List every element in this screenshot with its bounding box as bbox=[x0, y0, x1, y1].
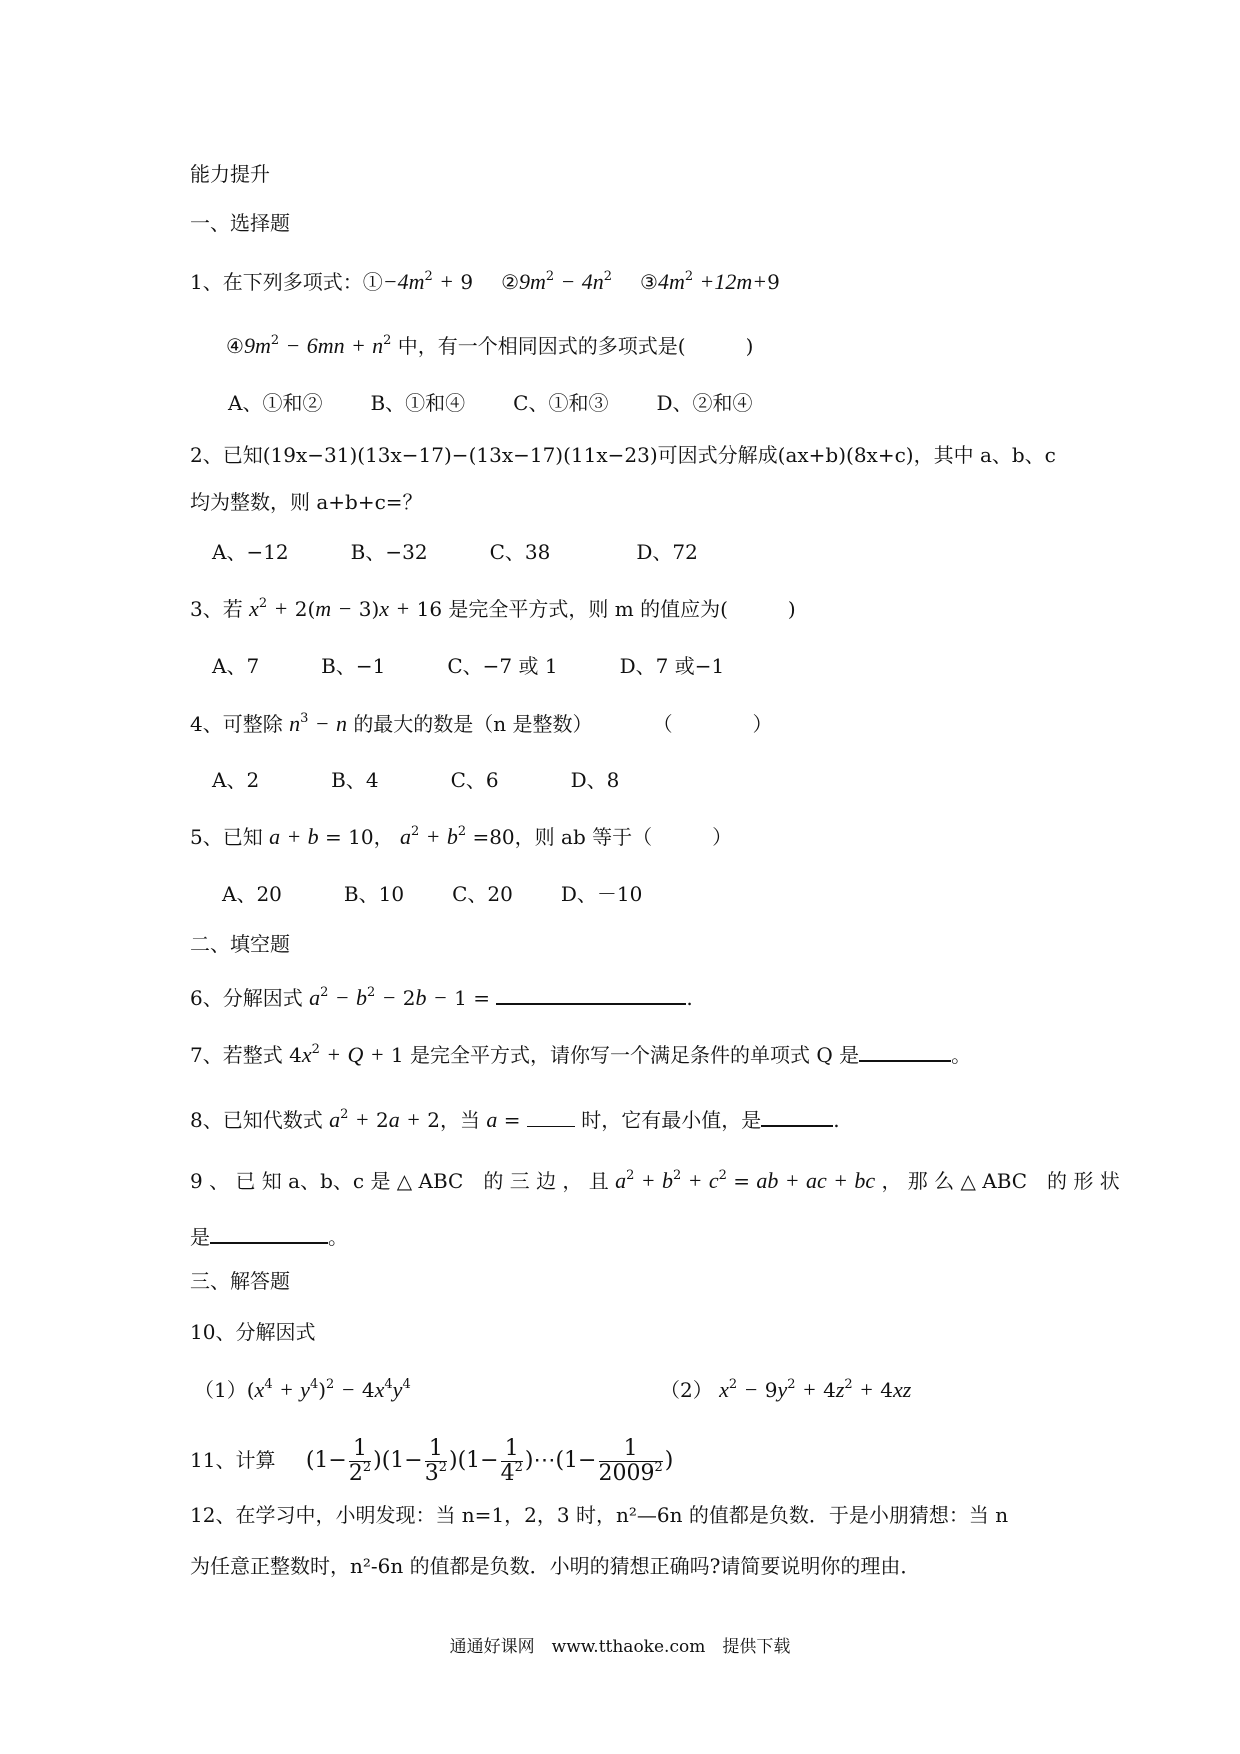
option-d: D、8 bbox=[570, 768, 620, 792]
question-2-options bbox=[212, 538, 698, 566]
question-11: 11、计算 (1− $\frac{1}{2^2}$ )(1− $\frac{1}{3^2}$ )(1− $\frac{1}{4^2}$ )⋯(1− $\frac{1}{2009^2}$ ) bbox=[190, 1436, 674, 1486]
option-b: B、①和④ bbox=[370, 391, 466, 415]
option-c: C、20 bbox=[452, 882, 513, 906]
question-2-line2: 均为整数，则 a+b+c=？ bbox=[190, 490, 423, 514]
page-title: 能力提升 bbox=[190, 162, 270, 186]
question-1-tail: 中，有一个相同因式的多项式是( ) bbox=[397, 334, 754, 358]
section-fill-heading: 二、填空题 bbox=[190, 932, 290, 956]
option-b: B、4 bbox=[331, 768, 379, 792]
option-c: C、6 bbox=[450, 768, 499, 792]
question-10-part1: $(1)(x^4 + y^4)^2 - 4x^4y^4$ bbox=[194, 1377, 411, 1402]
option-c: C、38 bbox=[489, 540, 551, 564]
option-d: D、－10 bbox=[560, 882, 643, 906]
option-b: B、10 bbox=[343, 882, 405, 906]
question-6: 6、分解因式 $a^2 - b^2 - 2b - 1$ = . bbox=[190, 981, 693, 1012]
option-a: A、①和② bbox=[228, 391, 323, 415]
question-12-line2: 为任意正整数时，n²-6n 的值都是负数．小明的猜想正确吗?请简要说明你的理由． bbox=[190, 1554, 921, 1578]
question-4: 4、可整除 $n^3 - n$ 的最大的数是（n 是整数） （ ） bbox=[190, 711, 773, 736]
option-a: A、7 bbox=[212, 654, 260, 678]
option-b: B、−1 bbox=[321, 654, 386, 678]
question-7: 7、若整式 $4x^2 + Q + 1$ 是完全平方式，请你写一个满足条件的单项式 Q 是 。 bbox=[190, 1038, 971, 1069]
question-5-options bbox=[222, 880, 642, 908]
option-a: A、20 bbox=[222, 882, 282, 906]
answer-blank[interactable] bbox=[496, 981, 686, 1005]
question-10-title: 10、分解因式 bbox=[190, 1320, 316, 1344]
question-8: 8、已知代数式 $a^2 + 2a + 2$，当 a = 时，它有最小值，是 . bbox=[190, 1103, 840, 1134]
question-9-line1: 9 、 已 知 a、b、c 是 △ ABC 的 三 边 ， 且 $a^2 + b^2 + c^2$ = ab + ac + bc ， 那 么 △ ABC 的 形 状 bbox=[190, 1168, 1120, 1193]
question-3: 3、若 $x^2 + 2(m - 3)x + 16$ 是完全平方式，则 m 的值应为( ) bbox=[190, 596, 796, 621]
option-a: A、2 bbox=[212, 768, 260, 792]
question-10-part2: （2） $x^2 - 9y^2 + 4z^2 + 4xz$ bbox=[660, 1377, 912, 1402]
option-b: B、−32 bbox=[350, 540, 428, 564]
option-d: D、7 或−1 bbox=[619, 654, 725, 678]
answer-blank[interactable] bbox=[859, 1038, 951, 1062]
answer-blank[interactable] bbox=[761, 1103, 833, 1127]
question-3-options bbox=[212, 652, 724, 680]
option-d: D、②和④ bbox=[656, 391, 753, 415]
question-12-line1: 12、在学习中，小明发现：当 n=1，2，3 时，n²—6n 的值都是负数．于是小朋猜想：当 n bbox=[190, 1503, 1009, 1527]
option-c: C、①和③ bbox=[513, 391, 609, 415]
question-1-line2: $④9m^2 - 6mn + n^2$ 中，有一个相同因式的多项式是( ) bbox=[226, 333, 754, 358]
question-1-stem: 1、在下列多项式： bbox=[190, 270, 363, 294]
option-a: A、−12 bbox=[212, 540, 289, 564]
option-c: C、−7 或 1 bbox=[447, 654, 558, 678]
question-4-options bbox=[212, 766, 619, 794]
footer-note: 通通好课网 www.tthaoke.com 提供下载 bbox=[449, 1637, 791, 1657]
answer-blank[interactable] bbox=[527, 1104, 575, 1127]
section-choice-heading: 一、选择题 bbox=[190, 211, 290, 235]
question-1-options bbox=[228, 389, 753, 417]
option-d: D、72 bbox=[636, 540, 698, 564]
question-9-line2: 是 。 bbox=[190, 1220, 348, 1251]
question-1-line1: 1、在下列多项式：$①-4m^2 + 9$ $②9m^2 - 4n^2$ $③4m^2 +12m+9$ bbox=[190, 269, 780, 294]
section-solve-heading: 三、解答题 bbox=[190, 1269, 290, 1293]
question-2-line1: 2、已知(19x−31)(13x−17)−(13x−17)(11x−23)可因式分解成(ax+b)(8x+c)，其中 a、b、c bbox=[190, 443, 1056, 467]
question-5: 5、已知 a + b = 10， $a^2 + b^2 =80$，则 ab 等于（ ） bbox=[190, 824, 733, 849]
answer-blank[interactable] bbox=[210, 1220, 328, 1244]
